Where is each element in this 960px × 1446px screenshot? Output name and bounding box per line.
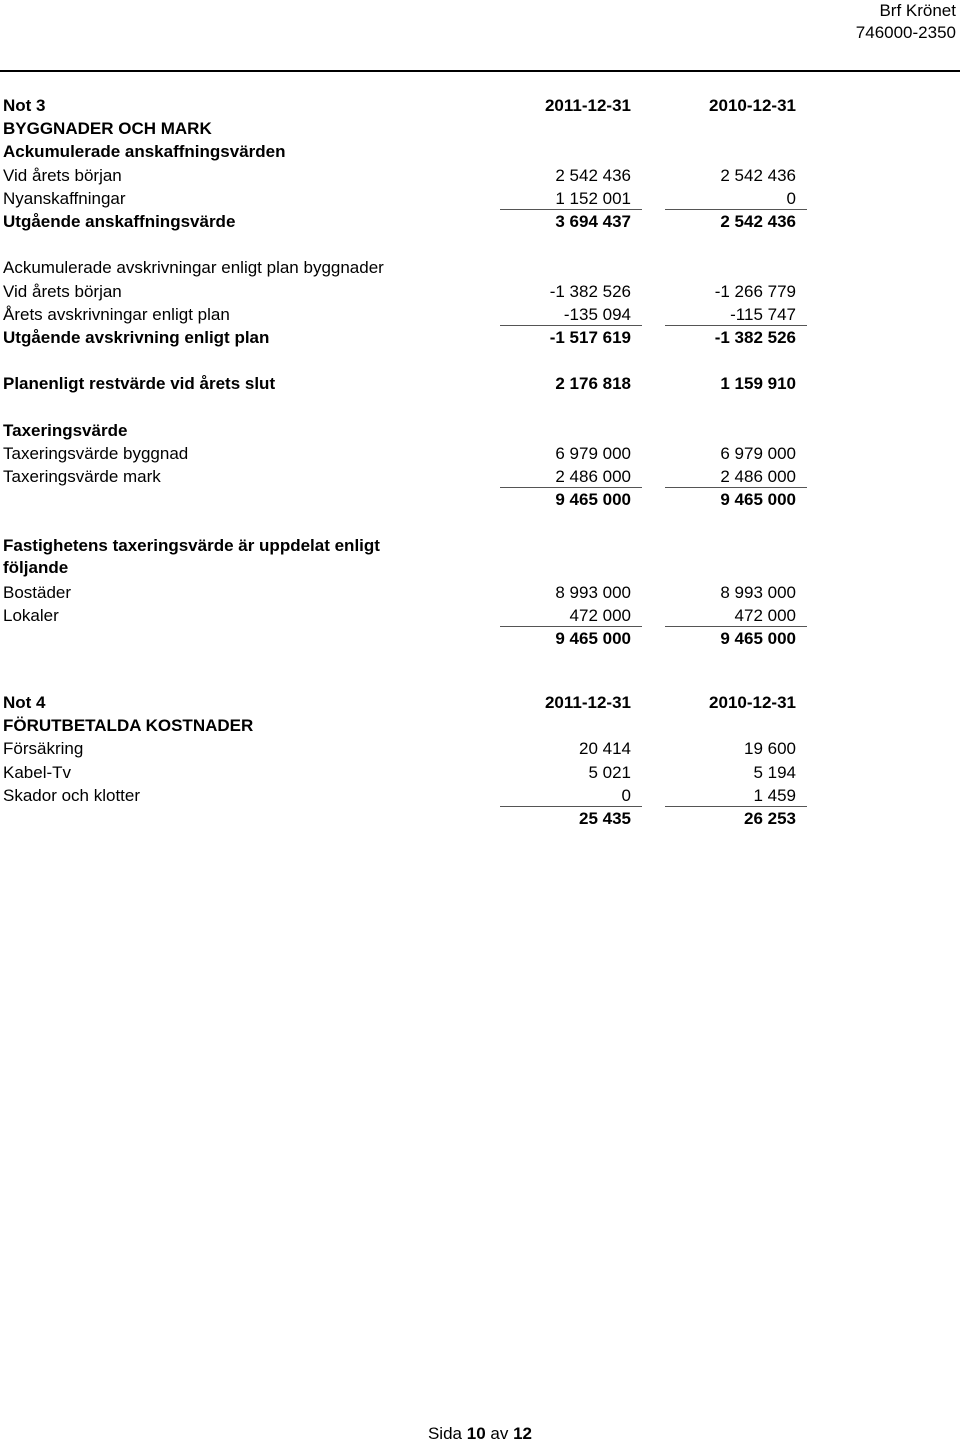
row-value-2010: 6 979 000 <box>720 443 796 463</box>
row-value-2011: 6 979 000 <box>555 443 631 463</box>
row-value-2010: 1 159 910 <box>720 374 796 394</box>
note-4-col1-header: 2011-12-31 <box>544 693 631 712</box>
page-total: 12 <box>513 1424 533 1443</box>
header-divider <box>0 70 960 72</box>
row-value-2011: 3 694 437 <box>555 211 631 231</box>
tax-heading: Taxeringsvärde <box>3 420 128 440</box>
acq-heading: Ackumulerade anskaffningsvärden <box>3 142 286 162</box>
row-value-2010: 9 465 000 <box>720 490 796 510</box>
table-row <box>3 280 823 303</box>
table-row <box>3 604 823 627</box>
row-value-2011: 5 021 <box>588 762 631 782</box>
note-3 <box>3 94 823 651</box>
page-header <box>856 0 956 44</box>
dep-heading-row <box>3 256 823 279</box>
acq-heading-row <box>3 140 823 163</box>
note-3-col2-header: 2010-12-31 <box>709 96 796 115</box>
note-4 <box>3 691 823 830</box>
row-value-2010: 19 600 <box>744 739 796 759</box>
row-label: Taxeringsvärde byggnad <box>3 443 189 463</box>
row-value-2011: 2 542 436 <box>555 165 631 185</box>
row-label: Försäkring <box>3 739 84 759</box>
row-value-2010: -1 266 779 <box>714 281 796 301</box>
row-value-2010: 2 486 000 <box>720 467 796 486</box>
note-4-title-row <box>3 691 823 714</box>
split-heading: Fastighetens taxeringsvärde är uppdelat enligt följande <box>3 535 380 577</box>
split-heading-row <box>3 535 823 581</box>
row-value-2010: 0 <box>786 188 796 208</box>
org-number: 746000-2350 <box>855 23 956 42</box>
row-value-2011: 25 435 <box>579 808 631 828</box>
row-label: Nyanskaffningar <box>3 188 126 208</box>
row-value-2011: 8 993 000 <box>555 582 631 602</box>
note-3-heading-row <box>3 117 823 140</box>
row-value-2010: 5 194 <box>753 762 796 782</box>
row-value-2011: 1 152 001 <box>555 188 631 208</box>
dep-total-row <box>3 326 823 349</box>
note-4-title: Not 4 <box>3 693 46 712</box>
row-label: Lokaler <box>3 606 59 626</box>
row-value-2011: -1 517 619 <box>549 327 631 347</box>
row-value-2011: 0 <box>621 785 631 805</box>
page-number: 10 <box>466 1424 486 1443</box>
split-total-row <box>3 627 823 650</box>
row-label: Vid årets början <box>3 281 122 301</box>
residual-row <box>3 372 823 395</box>
row-value-2010: 1 459 <box>753 785 796 805</box>
note-3-title: Not 3 <box>3 96 46 115</box>
row-label: Vid årets början <box>3 165 122 185</box>
note-4-col2-header: 2010-12-31 <box>709 693 796 712</box>
row-label: Planenligt restvärde vid årets slut <box>3 374 276 394</box>
row-value-2011: 9 465 000 <box>555 629 631 649</box>
table-row <box>3 761 823 784</box>
note-4-heading-row <box>3 714 823 737</box>
row-label: Utgående avskrivning enligt plan <box>3 327 270 347</box>
note-3-heading: BYGGNADER OCH MARK <box>3 119 212 139</box>
row-value-2010: 8 993 000 <box>720 582 796 602</box>
table-row <box>3 581 823 604</box>
page-of: av <box>490 1424 509 1443</box>
row-value-2010: 26 253 <box>744 808 796 828</box>
acq-total-row <box>3 210 823 233</box>
company-name: Brf Krönet <box>879 1 956 20</box>
page-prefix: Sida <box>427 1424 462 1443</box>
table-row <box>3 164 823 187</box>
page-footer <box>0 1424 960 1444</box>
table-row <box>3 442 823 465</box>
row-value-2011: -1 382 526 <box>549 281 631 301</box>
table-row <box>3 303 823 326</box>
row-value-2010: -115 747 <box>730 304 796 324</box>
row-label: Taxeringsvärde mark <box>3 467 161 486</box>
row-label: Kabel-Tv <box>3 762 72 782</box>
row-label: Årets avskrivningar enligt plan <box>3 304 230 324</box>
row-label: Skador och klotter <box>3 785 141 805</box>
row-value-2011: 9 465 000 <box>555 490 631 510</box>
row-value-2010: 2 542 436 <box>720 211 796 231</box>
dep-heading: Ackumulerade avskrivningar enligt plan byggnader <box>3 258 384 278</box>
row-value-2011: 2 486 000 <box>555 467 631 486</box>
note-3-col1-header: 2011-12-31 <box>544 96 631 115</box>
row-value-2010: 472 000 <box>734 606 796 626</box>
table-row <box>3 187 823 210</box>
table-row <box>3 737 823 760</box>
table-row <box>3 465 823 488</box>
tax-total-row <box>3 488 823 511</box>
note-4-heading: FÖRUTBETALDA KOSTNADER <box>3 716 254 736</box>
row-value-2010: 2 542 436 <box>720 165 796 185</box>
table-row <box>3 784 823 807</box>
note-3-title-row <box>3 94 823 117</box>
row-value-2011: 472 000 <box>569 606 631 626</box>
row-label: Utgående anskaffningsvärde <box>3 211 236 231</box>
row-value-2011: 2 176 818 <box>555 374 631 394</box>
row-value-2011: 20 414 <box>579 739 631 759</box>
note-4-total-row <box>3 807 823 830</box>
tax-heading-row <box>3 419 823 442</box>
row-value-2010: 9 465 000 <box>720 629 796 649</box>
row-label: Bostäder <box>3 582 72 602</box>
row-value-2010: -1 382 526 <box>714 327 796 347</box>
row-value-2011: -135 094 <box>563 304 631 324</box>
